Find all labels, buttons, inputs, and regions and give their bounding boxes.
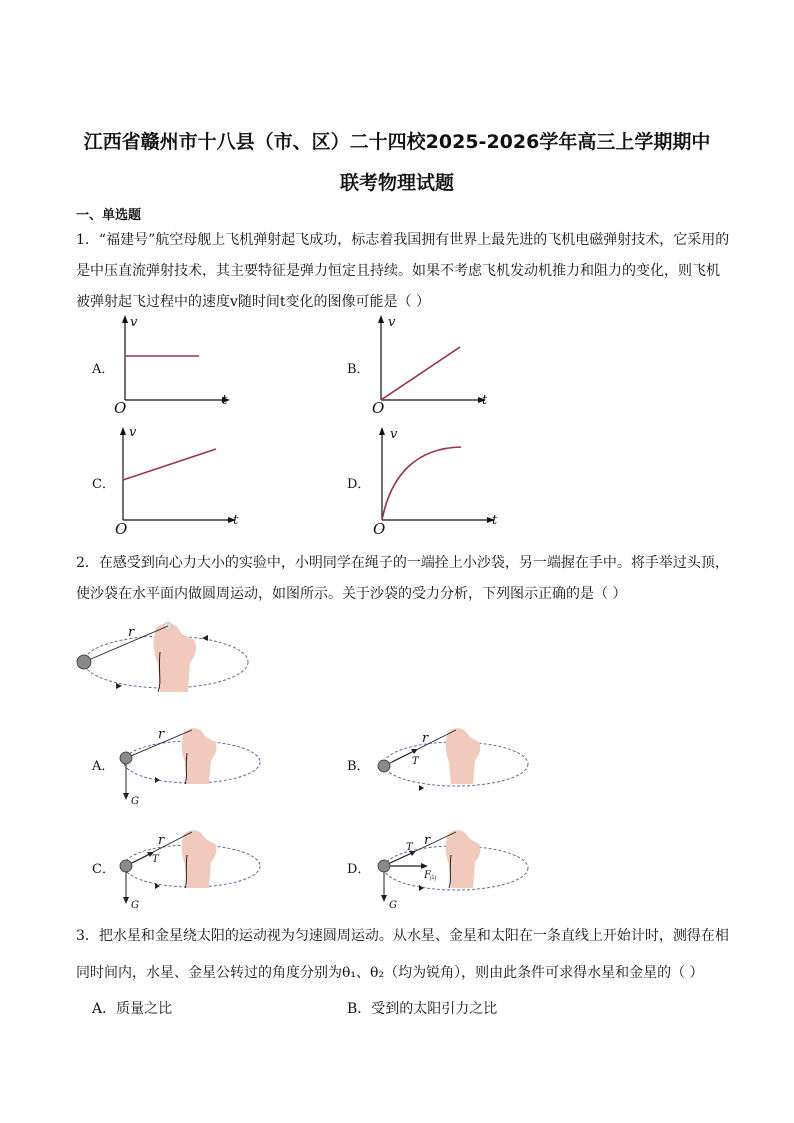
- q2b-r-label: r: [422, 731, 429, 746]
- q2-option-c-label: C．: [92, 862, 115, 877]
- graph-d-origin: O: [373, 520, 386, 538]
- q2-option-d-label: D．: [347, 862, 371, 877]
- q2c-t-label: T: [152, 854, 159, 865]
- graph-a-origin: O: [114, 399, 127, 417]
- q2-figure-d: [372, 822, 532, 912]
- graph-c-origin: O: [115, 520, 128, 538]
- page-title: 江西省赣州市十八县（市、区）二十四校2025-2026学年高三上学期期中: [83, 131, 711, 153]
- q3-text-line1: 3．把水星和金星绕太阳的运动视为匀速圆周运动。从水星、金星和太阳在一条直线上开始计时，测得在相: [76, 928, 729, 944]
- q1-text-line3: 被弹射起飞过程中的速度v随时间t变化的图像可能是（ ）: [76, 294, 430, 310]
- q3-option-b: B．受到的太阳引力之比: [347, 1001, 498, 1017]
- graph-b-curve: [381, 347, 460, 400]
- main-r-label: r: [128, 625, 135, 640]
- q2d-g-label: G: [389, 900, 397, 911]
- graph-d-t-label: t: [492, 513, 498, 528]
- q1-option-a-label: A．: [92, 362, 115, 377]
- q2-text-line2: 使沙袋在水平面内做圆周运动，如图所示。关于沙袋的受力分析，下列图示正确的是（ ）: [76, 586, 627, 602]
- graph-d-curve: [382, 447, 461, 520]
- q2-figure-a: [112, 718, 262, 808]
- page-subtitle: 联考物理试题: [339, 172, 454, 194]
- graph-b-t-label: t: [482, 393, 488, 408]
- q2-option-a-label: A．: [92, 759, 115, 774]
- sandbag: [77, 655, 91, 669]
- q2c-r-label: r: [158, 833, 165, 848]
- graph-b: [368, 312, 498, 417]
- graph-b-v-label: v: [388, 315, 396, 330]
- q2b-t-label: T: [412, 756, 419, 767]
- q2a-r-label: r: [158, 727, 165, 742]
- graph-c-t-label: t: [233, 513, 239, 528]
- q1-text-line1: 1．“福建号”航空母舰上飞机弹射起飞成功，标志着我国拥有世界上最先进的飞机电磁弹射技术，它采用的: [76, 232, 730, 248]
- graph-d-v-label: v: [390, 427, 398, 442]
- graph-c-v-label: v: [129, 425, 137, 440]
- q1-option-c-label: C．: [92, 477, 115, 492]
- q2d-t-label: T: [406, 842, 413, 853]
- q2a-g-label: G: [131, 796, 139, 807]
- q1-option-b-label: B．: [347, 362, 370, 377]
- graph-c-curve: [123, 449, 216, 480]
- q2d-r-label: r: [424, 833, 431, 848]
- q2d-fn-sub: 向: [430, 875, 437, 882]
- graph-a-v-label: v: [130, 315, 138, 330]
- q3-option-a: A．质量之比: [92, 1001, 173, 1017]
- graph-b-origin: O: [372, 399, 385, 417]
- q3-text-line2: 同时间内，水星、金星公转过的角度分别为θ₁、θ₂（均为锐角），则由此条件可求得水星和金星的（ ）: [76, 965, 704, 981]
- q1-text-line2: 是中压直流弹射技术，其主要特征是弹力恒定且持续。如果不考虑飞机发动机推力和阻力的变化，则飞机: [76, 263, 720, 279]
- q2d-fn-label: F: [424, 870, 431, 881]
- q2-figure-c: [112, 822, 262, 912]
- graph-c: [110, 424, 245, 538]
- graph-a-t-label: t: [222, 393, 228, 408]
- q2-figure-b: [372, 718, 532, 808]
- q1-option-d-label: D．: [347, 477, 371, 492]
- section-heading: 一、单选题: [76, 208, 142, 223]
- q2-text-line1: 2．在感受到向心力大小的实验中，小明同学在绳子的一端拴上小沙袋，另一端握在手中。将手举过头顶，: [76, 555, 729, 571]
- q2c-g-label: G: [131, 900, 139, 911]
- sandbag-main-figure: [70, 612, 260, 697]
- graph-d: [369, 424, 504, 538]
- q2-option-b-label: B．: [347, 759, 370, 774]
- graph-a: [112, 312, 242, 417]
